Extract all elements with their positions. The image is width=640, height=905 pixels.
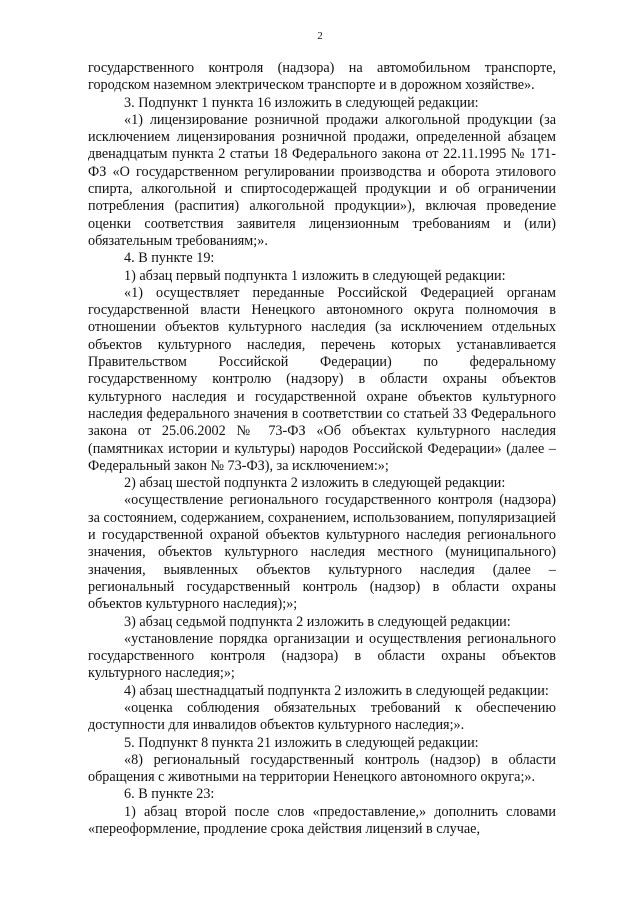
paragraph: «установление порядка организации и осуществления регионального государственного контроля (надзора) в области охраны объектов культурного наследия;»; (88, 630, 556, 682)
paragraph: 1) абзац второй после слов «предоставление,» дополнить словами «переоформление, продление срока действия лицензий в случае, (88, 803, 556, 838)
paragraph: 4. В пункте 19: (124, 250, 215, 267)
paragraph: 1) абзац первый подпункта 1 изложить в следующей редакции: (124, 267, 506, 284)
paragraph: 3) абзац седьмой подпункта 2 изложить в следующей редакции: (124, 613, 511, 630)
page-number: 2 (317, 30, 323, 42)
paragraph: 3. Подпункт 1 пункта 16 изложить в следующей редакции: (124, 94, 479, 111)
paragraph: «осуществление регионального государственного контроля (надзора) за состоянием, содержанием, сохранением, использованием, популяризацией и государственной охраной объектов культурного наследия регионального значения, объектов культурного наследия местного (муниципального) значения, выявленных объектов культурного наследия (далее – региональный государственный контроль (надзор) в области охраны объектов культурного наследия);»; (88, 492, 556, 613)
document-body (88, 60, 556, 838)
paragraph: «оценка соблюдения обязательных требований к обеспечению доступности для инвалидов объектов культурного наследия;». (88, 699, 556, 734)
paragraph: «1) осуществляет переданные Российской Федерацией органам государственной власти Ненецкого автономного округа полномочия в отношении объектов культурного наследия (за исключением отдельных объектов культурного наследия, перечень которых устанавливается Правительством Российской Федерации) по федеральному государственному контролю (надзору) в области охраны объектов культурного наследия и государственной охране объектов культурного наследия федерального значения в соответствии со статьей 33 Федерального закона от 25.06.2002 № 73-ФЗ «Об объектах культурного наследия (памятниках истории и культуры) народов Российской Федерации» (далее – Федеральный закон № 73-ФЗ), за исключением:»; (88, 284, 556, 474)
paragraph: 5. Подпункт 8 пункта 21 изложить в следующей редакции: (124, 734, 479, 751)
paragraph: «8) региональный государственный контроль (надзор) в области обращения с животными на территории Ненецкого автономного округа;». (88, 751, 556, 786)
paragraph: 2) абзац шестой подпункта 2 изложить в следующей редакции: (124, 475, 506, 492)
paragraph: 6. В пункте 23: (124, 786, 215, 803)
paragraph: государственного контроля (надзора) на автомобильном транспорте, городском наземном электрическом транспорте и в дорожном хозяйстве». (88, 60, 556, 94)
paragraph: «1) лицензирование розничной продажи алкогольной продукции (за исключением лицензирования розничной продажи, определенной абзацем двенадцатым пункта 2 статьи 18 Федерального закона от 22.11.1995 № 171-ФЗ «О государственном регулировании производства и оборота этилового спирта, алкогольной и спиртосодержащей продукции и об ограничении потребления (распития) алкогольной продукции»), включая проведение оценки соответствия заявителя лицензионным требованиям и (или) обязательным требованиям;». (88, 111, 556, 249)
paragraph: 4) абзац шестнадцатый подпункта 2 изложить в следующей редакции: (124, 682, 549, 699)
